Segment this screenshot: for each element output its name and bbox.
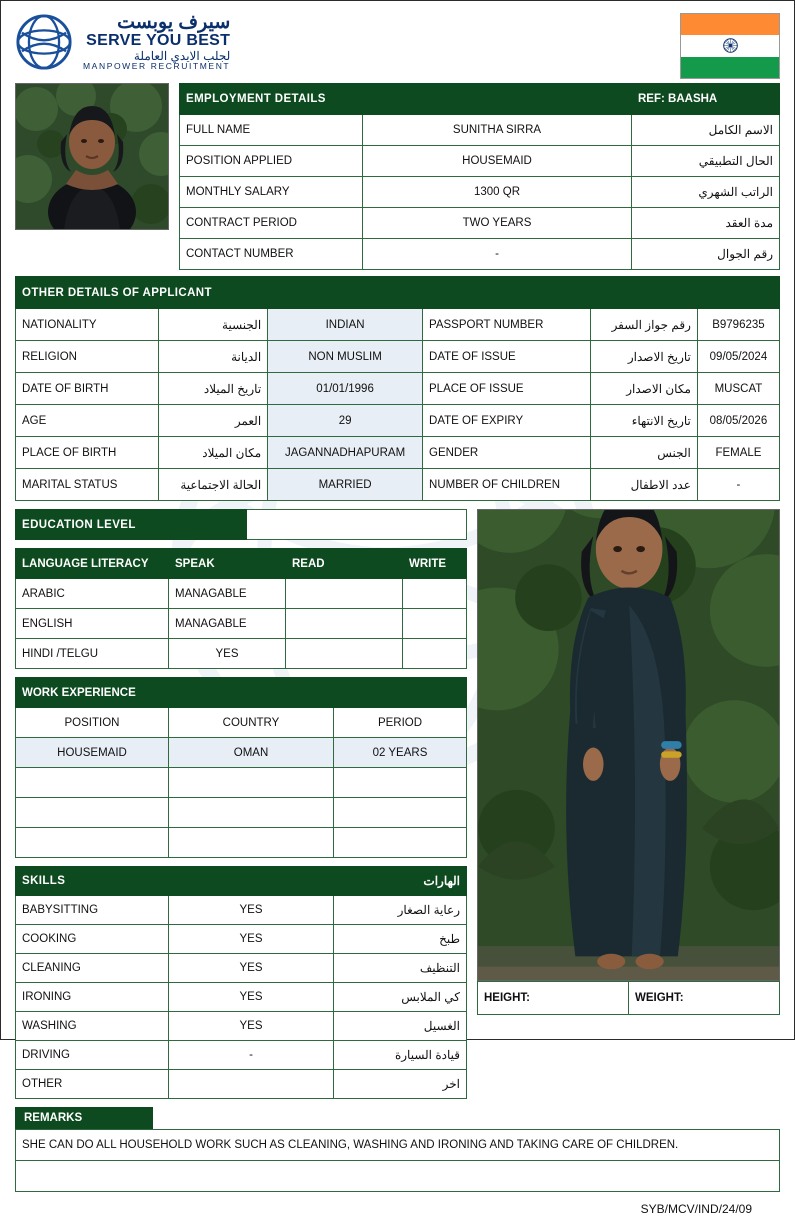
skills-header: SKILLS (16, 867, 169, 896)
language-col-header: SPEAK (169, 549, 286, 579)
skill-arabic: التنظيف (334, 954, 467, 983)
detail-arabic: الديانة (159, 341, 268, 373)
table-row (16, 1070, 467, 1099)
detail-value: FEMALE (697, 437, 779, 469)
detail-value: 09/05/2024 (697, 341, 779, 373)
language-read (286, 579, 403, 609)
skill-arabic: طبخ (334, 925, 467, 954)
detail-label: DATE OF EXPIRY (423, 405, 590, 437)
other-details-section (15, 276, 780, 501)
table-row (16, 309, 780, 341)
brand-name: SERVE YOU BEST (86, 31, 231, 49)
education-table (15, 509, 467, 540)
skill-value: - (169, 1041, 334, 1070)
work-position: HOUSEMAID (16, 738, 169, 768)
table-row (180, 208, 780, 239)
table-row (16, 896, 467, 925)
employment-arabic: الحال التطبيقي (632, 146, 780, 177)
work-experience-table (15, 677, 467, 858)
language-write (403, 609, 467, 639)
brand-arabic-title: سيرف يوبست (117, 12, 231, 33)
detail-value: - (697, 469, 779, 501)
detail-arabic: تاريخ الميلاد (159, 373, 268, 405)
work-period (334, 798, 467, 828)
detail-value: JAGANNADHAPURAM (268, 437, 423, 469)
remarks-text-second-line (16, 1161, 780, 1192)
employment-arabic: الراتب الشهري (632, 177, 780, 208)
detail-arabic: الحالة الاجتماعية (159, 469, 268, 501)
employment-label: CONTACT NUMBER (180, 239, 363, 270)
table-row (16, 768, 467, 798)
table-row (180, 177, 780, 208)
language-write (403, 579, 467, 609)
detail-arabic: تاريخ الاصدار (590, 341, 697, 373)
table-row (16, 983, 467, 1012)
work-col-header: COUNTRY (169, 708, 334, 738)
detail-label: NATIONALITY (16, 309, 159, 341)
table-row (16, 1012, 467, 1041)
work-country: OMAN (169, 738, 334, 768)
detail-arabic: مكان الميلاد (159, 437, 268, 469)
detail-arabic: الجنس (590, 437, 697, 469)
table-row (16, 738, 467, 768)
education-value (247, 510, 467, 540)
employment-arabic: رقم الجوال (632, 239, 780, 270)
table-row (180, 146, 780, 177)
table-row (180, 115, 780, 146)
detail-value: 08/05/2026 (697, 405, 779, 437)
skill-name: IRONING (16, 983, 169, 1012)
language-read (286, 609, 403, 639)
skill-value: YES (169, 954, 334, 983)
language-speak: YES (169, 639, 286, 669)
employment-value: SUNITHA SIRRA (363, 115, 632, 146)
employment-label: CONTRACT PERIOD (180, 208, 363, 239)
skill-arabic: رعاية الصغار (334, 896, 467, 925)
applicant-top-row (1, 83, 794, 270)
work-country (169, 768, 334, 798)
work-period: 02 YEARS (334, 738, 467, 768)
skill-name: COOKING (16, 925, 169, 954)
skill-arabic: كي الملابس (334, 983, 467, 1012)
skill-name: CLEANING (16, 954, 169, 983)
detail-value: B9796235 (697, 309, 779, 341)
employment-arabic: الاسم الكامل (632, 115, 780, 146)
language-speak: MANAGABLE (169, 609, 286, 639)
work-country (169, 798, 334, 828)
language-col-header: LANGUAGE LITERACY (16, 549, 169, 579)
skill-value: YES (169, 896, 334, 925)
table-row (16, 373, 780, 405)
applicant-full-photo (477, 509, 780, 981)
table-row (16, 579, 467, 609)
height-field (478, 982, 629, 1015)
detail-label: GENDER (423, 437, 590, 469)
work-period (334, 768, 467, 798)
table-row (16, 954, 467, 983)
detail-arabic: مكان الاصدار (590, 373, 697, 405)
company-logo-icon (15, 13, 73, 71)
table-row (16, 798, 467, 828)
table-row (16, 469, 780, 501)
skill-arabic: قيادة السيارة (334, 1041, 467, 1070)
table-row (16, 925, 467, 954)
skill-name: DRIVING (16, 1041, 169, 1070)
table-row (180, 239, 780, 270)
weight-label: WEIGHT: (635, 992, 684, 1004)
other-details-header: OTHER DETAILS OF APPLICANT (16, 277, 423, 309)
table-row (16, 437, 780, 469)
employment-details-table (179, 83, 780, 270)
detail-label: DATE OF BIRTH (16, 373, 159, 405)
brand-arabic-subtitle: لجلب الايدي العاملة (133, 48, 231, 63)
skill-name: WASHING (16, 1012, 169, 1041)
employment-ref: REF: BAASHA (632, 84, 780, 115)
language-write (403, 639, 467, 669)
work-period (334, 828, 467, 858)
table-row (16, 639, 467, 669)
language-name: HINDI /TELGU (16, 639, 169, 669)
detail-arabic: عدد الاطفال (590, 469, 697, 501)
detail-label: PLACE OF BIRTH (16, 437, 159, 469)
remarks-text: SHE CAN DO ALL HOUSEHOLD WORK SUCH AS CLEANING, WASHING AND IRONING AND TAKING CARE OF CHILDREN. (16, 1130, 780, 1161)
work-col-header: POSITION (16, 708, 169, 738)
work-col-header: PERIOD (334, 708, 467, 738)
detail-value: NON MUSLIM (268, 341, 423, 373)
table-row (16, 1041, 467, 1070)
skills-header-filler (169, 867, 334, 896)
work-position (16, 828, 169, 858)
remarks-table (15, 1129, 780, 1192)
detail-label: MARITAL STATUS (16, 469, 159, 501)
detail-arabic: تاريخ الانتهاء (590, 405, 697, 437)
table-row (16, 405, 780, 437)
work-position (16, 768, 169, 798)
detail-arabic: الجنسية (159, 309, 268, 341)
employment-value: HOUSEMAID (363, 146, 632, 177)
skill-value: YES (169, 925, 334, 954)
employment-value: - (363, 239, 632, 270)
detail-label: RELIGION (16, 341, 159, 373)
document-header (1, 1, 794, 83)
height-label: HEIGHT: (484, 992, 530, 1004)
other-details-table (15, 276, 780, 501)
work-position (16, 798, 169, 828)
detail-value: MARRIED (268, 469, 423, 501)
other-details-header-filler (423, 277, 780, 309)
brand-tagline: MANPOWER RECRUITMENT (83, 61, 231, 72)
language-col-header: WRITE (403, 549, 467, 579)
detail-value: MUSCAT (697, 373, 779, 405)
employment-label: MONTHLY SALARY (180, 177, 363, 208)
skills-table (15, 866, 467, 1099)
language-name: ARABIC (16, 579, 169, 609)
detail-arabic: رقم جواز السفر (590, 309, 697, 341)
language-speak: MANAGABLE (169, 579, 286, 609)
language-name: ENGLISH (16, 609, 169, 639)
skills-header-arabic: الهارات (334, 867, 467, 896)
detail-label: DATE OF ISSUE (423, 341, 590, 373)
skill-value: YES (169, 983, 334, 1012)
india-flag-icon (680, 13, 780, 79)
measurements-table (477, 981, 780, 1015)
detail-label: PLACE OF ISSUE (423, 373, 590, 405)
detail-value: INDIAN (268, 309, 423, 341)
work-country (169, 828, 334, 858)
detail-label: AGE (16, 405, 159, 437)
table-row (16, 828, 467, 858)
remarks-header: REMARKS (15, 1107, 153, 1129)
employment-header: EMPLOYMENT DETAILS (180, 84, 632, 115)
remarks-section (15, 1107, 780, 1216)
detail-label: PASSPORT NUMBER (423, 309, 590, 341)
skill-arabic: الغسيل (334, 1012, 467, 1041)
weight-field (629, 982, 780, 1015)
detail-arabic: العمر (159, 405, 268, 437)
language-col-header: READ (286, 549, 403, 579)
document-reference: SYB/MCV/IND/24/09 (640, 1202, 752, 1216)
applicant-passport-photo (15, 83, 169, 230)
detail-label: NUMBER OF CHILDREN (423, 469, 590, 501)
skill-name: BABYSITTING (16, 896, 169, 925)
detail-value: 29 (268, 405, 423, 437)
skill-value: YES (169, 1012, 334, 1041)
company-brand (15, 13, 230, 71)
education-header: EDUCATION LEVEL (16, 510, 247, 540)
skill-name: OTHER (16, 1070, 169, 1099)
skill-value (169, 1070, 334, 1099)
employment-arabic: مدة العقد (632, 208, 780, 239)
language-literacy-table (15, 548, 467, 669)
table-row (16, 341, 780, 373)
work-experience-header: WORK EXPERIENCE (16, 678, 467, 708)
mid-section (1, 509, 794, 1099)
employment-value: TWO YEARS (363, 208, 632, 239)
skill-arabic: اخر (334, 1070, 467, 1099)
detail-value: 01/01/1996 (268, 373, 423, 405)
employment-value: 1300 QR (363, 177, 632, 208)
employment-label: POSITION APPLIED (180, 146, 363, 177)
employment-label: FULL NAME (180, 115, 363, 146)
table-row (16, 609, 467, 639)
language-read (286, 639, 403, 669)
